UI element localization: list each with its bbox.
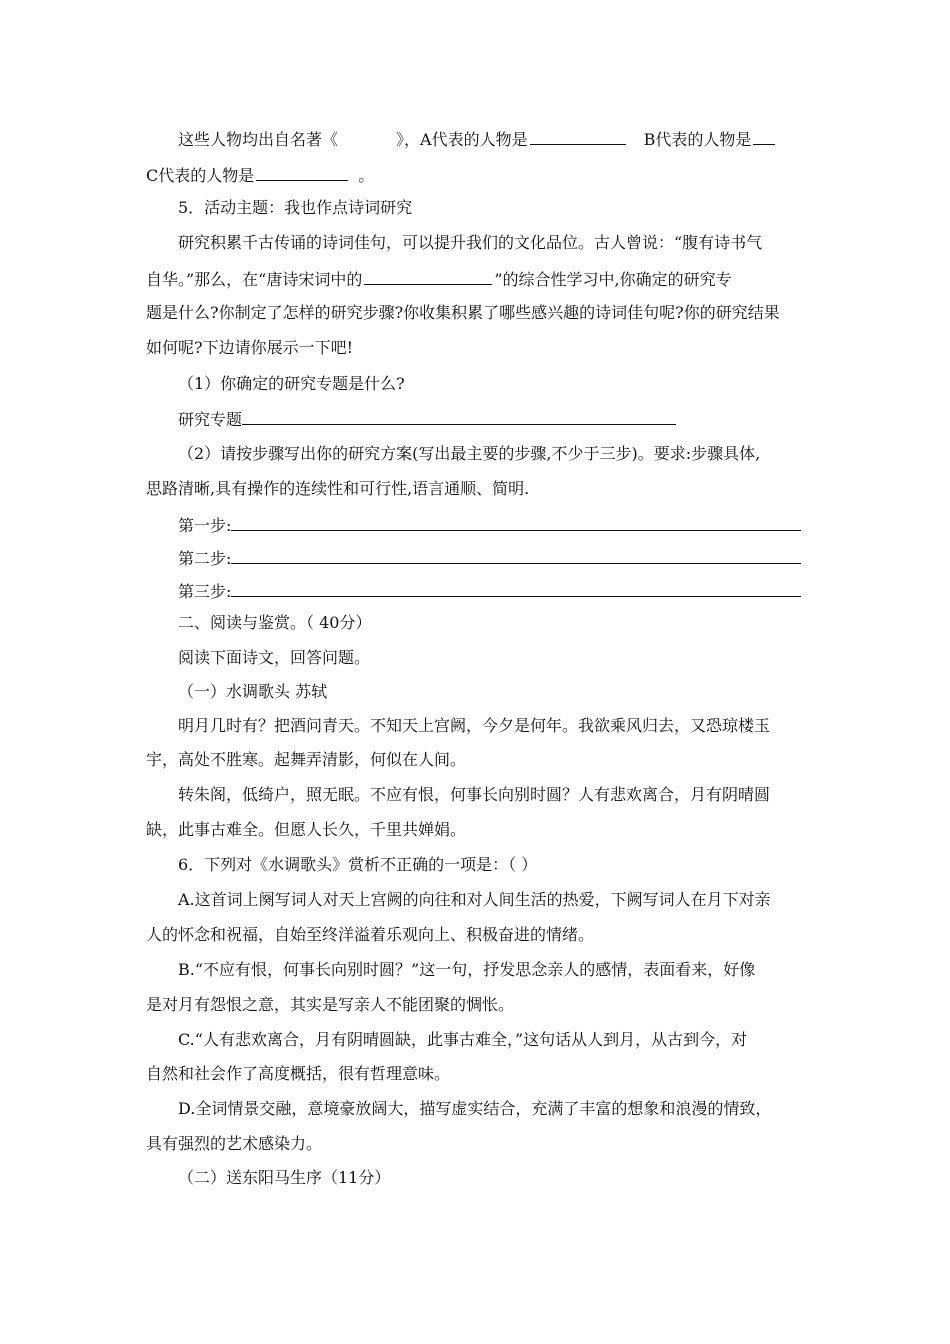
poem-line: 明月几时有？把酒问青天。不知天上宫阙，今夕是何年。我欲乘风归去，又恐琼楼玉 [178, 716, 771, 735]
poem-title: （一）水调歌头 苏轼 [178, 682, 328, 701]
step-3-blank[interactable] [231, 580, 801, 597]
research-topic-row: 研究专题 [178, 408, 676, 430]
q5-paragraph-line: 自华。”那么，在“唐诗宋词中的 ”的综合性学习中,你确定的研究专 [146, 270, 732, 289]
poem-line: 宇，高处不胜寒。起舞弄清影，何似在人间。 [146, 750, 467, 769]
step-2-blank[interactable] [231, 547, 801, 564]
q4-line-1: 这些人物均出自名著《 》，A代表的人物是 B代表的人物是 [178, 128, 777, 150]
q5-paragraph-line: 题是什么?你制定了怎样的研究步骤?你收集积累了哪些感兴趣的诗词佳句呢?你的研究结果 [146, 303, 780, 322]
answer-blank-a[interactable] [530, 128, 626, 145]
q5-heading: 5．活动主题：我也作点诗词研究 [178, 198, 413, 217]
q5-paragraph-line: 如何呢?下边请你展示一下吧! [146, 338, 354, 357]
q4-line-2: C代表的人物是 。 [146, 166, 375, 185]
q5-sub-question-2-cont: 思路清晰,具有操作的连续性和可行性,语言通顺、简明. [146, 479, 530, 498]
step-1-blank[interactable] [231, 514, 801, 531]
section-2-heading: 二、阅读与鉴赏。（ 40分） [178, 613, 372, 632]
poem-line: 转朱阁，低绮户，照无眠。不应有恨，何事长向别时圆？人有悲欢离合，月有阴晴圆 [178, 785, 771, 804]
option-b: B.“不应有恨，何事长向别时圆？”这一句，抒发思念亲人的感情，表面看来，好像 [178, 960, 756, 979]
option-c: C.“人有悲欢离合，月有阴晴圆缺，此事古难全，”这句话从人到月，从古到今，对 [178, 1030, 748, 1049]
research-topic-blank[interactable] [242, 408, 676, 425]
answer-blank-b[interactable] [753, 128, 775, 145]
section-2-intro: 阅读下面诗文，回答问题。 [178, 648, 371, 667]
q5-sub-question-1: （1）你确定的研究专题是什么? [178, 374, 405, 393]
option-d: D.全词情景交融，意境豪放阔大，描写虚实结合，充满了丰富的想象和浪漫的情致， [178, 1099, 772, 1118]
q6-stem: 6．下列对《水调歌头》赏析不正确的一项是：（ ） [178, 855, 538, 874]
option-a-cont: 人的怀念和祝福，自始至终洋溢着乐观向上、积极奋进的情绪。 [146, 925, 595, 944]
option-d-cont: 具有强烈的艺术感染力。 [146, 1134, 323, 1153]
q5-sub-question-2: （2）请按步骤写出你的研究方案(写出最主要的步骤,不少于三步)。要求:步骤具体, [178, 444, 761, 463]
option-c-cont: 自然和社会作了高度概括，很有哲理意味。 [146, 1064, 451, 1083]
q5-paragraph-line: 研究积累千古传诵的诗词佳句，可以提升我们的文化品位。古人曾说：“腹有诗书气 [178, 233, 763, 252]
answer-blank-c[interactable] [256, 164, 348, 181]
part-2-title: （二）送东阳马生序（11分） [178, 1168, 391, 1187]
topic-fill-blank[interactable] [364, 268, 492, 285]
poem-line: 缺，此事古难全。但愿人长久，千里共婵娟。 [146, 820, 467, 839]
step-3-row: 第三步: [178, 580, 801, 602]
step-2-row: 第二步: [178, 547, 801, 569]
option-b-cont: 是对月有怨恨之意，其实是写亲人不能团聚的惆怅。 [146, 995, 515, 1014]
step-1-row: 第一步: [178, 514, 801, 536]
option-a: A.这首词上阕写词人对天上宫阙的向往和对人间生活的热爱，下阙写词人在月下对亲 [178, 890, 771, 909]
